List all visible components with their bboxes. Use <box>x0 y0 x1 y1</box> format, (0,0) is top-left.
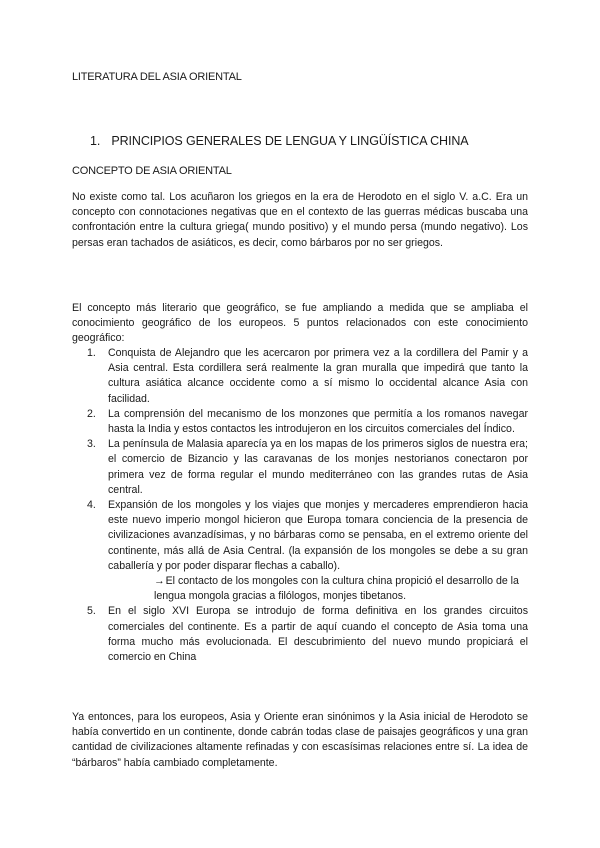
list-item <box>72 437 528 498</box>
section-title: PRINCIPIOS GENERALES DE LENGUA Y LINGÜÍSTICA CHINA <box>111 134 469 148</box>
list-item-text: En el siglo XVI Europa se introdujo de forma definitiva en los grandes circuitos comerciales del continente. Es a partir de aquí cuando el concepto de Asia toma una forma mucho más evolucionada. El descubrimiento del nuevo mundo propiciará el comercio en China <box>108 605 528 664</box>
subnote-text: El contacto de los mongoles con la cultura china propició el desarrollo de la lengua mongola gracias a filólogos, monjes tibetanos. <box>154 575 519 603</box>
section-heading <box>90 134 469 148</box>
paragraph-concept: El concepto más literario que geográfico, se fue ampliando a medida que se ampliaba el conocimiento geográfico de los europeos. 5 puntos relacionados con este conocimiento geográfico: <box>72 302 528 345</box>
list-item-text: Expansión de los mongoles y los viajes que monjes y mercaderes emprendieron hacia este nuevo imperio mongol hicieron que Europa tomara conciencia de la presencia de civilizaciones avanzadísimas, y no bárbaras como se pensaba, en el extremo oriente del continente, más allá de Asia Central. (la expansión de los mongoles se debe a su gran caballería y por poder disparar flechas a caballo). <box>108 499 528 572</box>
paragraph-conclusion: Ya entonces, para los europeos, Asia y Oriente eran sinónimos y la Asia inicial de Herodoto se había convertido en un continente, donde cabrán todas clase de paisajes geográficos y una gran cantidad de civilizaciones altamente refinadas y con escasísimas relaciones entre sí. La idea de “bárbaros” había cambiado completamente. <box>72 711 528 769</box>
paragraph-intro: No existe como tal. Los acuñaron los griegos en la era de Herodoto en el siglo V. a.C. Era un concepto con connotaciones negativas que en el contexto de las guerras médicas buscaba una confrontación entre la cultura griega( mundo positivo) y el mundo persa (mundo negativo). Los persas eran tachados de asiáticos, es decir, como bárbaros por no ser griegos. <box>72 191 528 249</box>
list-item <box>72 498 528 604</box>
list-marker: 5. <box>87 605 96 618</box>
list-item <box>72 604 528 665</box>
section-number: 1. <box>90 134 101 148</box>
list-item-text: La comprensión del mecanismo de los monzones que permitía a los romanos navegar hasta la India y estos contactos les introdujeron en los circuitos comerciales del Índico. <box>108 407 528 436</box>
list-marker: 2. <box>87 407 96 420</box>
list-marker: 4. <box>87 499 96 512</box>
numbered-list <box>72 346 528 665</box>
document-title: LITERATURA DEL ASIA ORIENTAL <box>72 71 242 83</box>
list-item-text: La península de Malasia aparecía ya en los mapas de los primeros siglos de nuestra era; el comercio de Bizancio y las caravanas de los monjes nestorianos conectaron por primera vez de forma regular el mundo mediterráneo con las grandes rutas de Asia central. <box>108 438 528 496</box>
list-subnote <box>108 574 528 604</box>
list-item <box>72 346 528 407</box>
list-item <box>72 407 528 437</box>
subsection-heading: CONCEPTO DE ASIA ORIENTAL <box>72 165 232 177</box>
list-item-text: Conquista de Alejandro que les acercaron por primera vez a la cordillera del Pamir y a Asia central. Esta cordillera será realmente la gran muralla que impedirá que tanto la cultura asiática alcance occidente como a sí mismo lo occidental alcance Asia con facilidad. <box>108 347 528 405</box>
list-marker: 1. <box>87 347 96 359</box>
arrow-icon: → <box>154 575 165 588</box>
list-marker: 3. <box>87 438 96 451</box>
